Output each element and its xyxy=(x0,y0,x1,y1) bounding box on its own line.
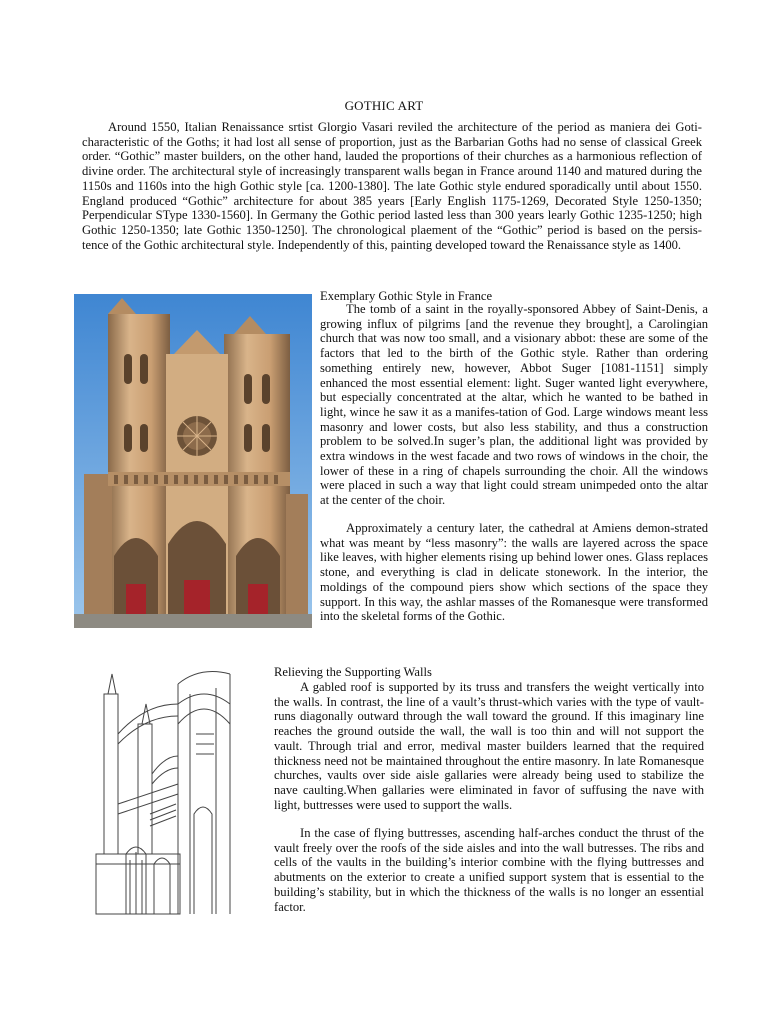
section1-text: The tomb of a saint in the royally-sponsored Abbey of Saint-Denis, a growing influx of pilgrims [and the revenue they brought], a Carolingian church that was now too small, and a visionary abbot: these are some of the factors that led to the birth of the Gothic style. Rather than ordering something entirely new, however, Abbot Suger [1081-1151] simply enhanced the most essential element: light. Suger wanted light everywhere, but especially concentrated at the altar, which he wanted to be bathed in light, wince he saw it as a manifes-tation of God. Large windows meant less masonry and lower costs, but also less stability, and thus a construction problem to be solved.In suger’s plan, the additional light was provided by extra windows in the west facade and two rows of windows in the choir, the lower of these in a ring of chapels surrounding the choir. All the windows were placed in such a way that light could stream unimpeded onto the altar at the center of the choir. xyxy=(320,302,708,508)
intro-text: Around 1550, Italian Renaissance srtist Glorgio Vasari reviled the architecture of the period as maniera dei Goti-characteristic of the Goths; it had lost all sense of proportion, just as the Barbarian Goths had no sense of classical Greek order. “Gothic” master builders, on the other hand, lauded the proportions of their churches as a harmonious reflection of divine order. The architectural style of increasingly transparent walls began in France around 1140 and matured during the 1150s and 1160s into the high Gothic style [ca. 1200-1380]. The late Gothic style endured sporadically until about 1550. England produced “Gothic” architecture for about 385 years [Early English 1175-1269, Decorated Style 1250-1350; Perpendicular SType 1330-1560]. In Germany the Gothic period lasted less than 300 years learly Gothic 1235-1250; high Gothic 1250-1350; late Gothic 1350-1250]. The chronological plaement of the “Gothic” period is based on the persis-tence of the Gothic architectural style. Independently of this, painting developed toward the Renaissance style as 1400. xyxy=(82,120,702,252)
intro-paragraph xyxy=(82,120,702,252)
section2-text: In the case of flying buttresses, ascending half-arches conduct the thrust of the vault freely over the roofs of the side aisles and into the wall butresses. The ribs and cells of the vaults in the building’s interior combine with the flying buttresses and abutments on the exterior to create a unified support system that is essential to the building’s stability, but in which the thickness of the walls is no longer an essential factor. xyxy=(274,826,704,914)
section2-text: A gabled roof is supported by its truss and transfers the weight vertically into the walls. In contrast, the line of a vault’s thrust-which varies with the type of vault-runs diagonally outward through the wall toward the ground. If this imaginary line reaches the ground outside the wall, the wall is too thin and will not support the vault. Through trial and error, medival master builders learned that the required thickness need not be maintained throughout the entire masonry. In late Romanesque churches, vaults over side aisle gallaries were already being used to stabilize the nave caulting.When gallaries were eliminated in favor of suffusing the nave with light, buttresses were used to support the walls. xyxy=(274,680,704,812)
section-heading: Exemplary Gothic Style in France xyxy=(320,289,493,303)
section2-paragraph xyxy=(274,826,704,914)
section1-paragraph xyxy=(320,302,708,508)
section1-text: Approximately a century later, the cathedral at Amiens demon-strated what was meant by “less masonry”: the walls are layered across the space like leaves, with higher elements rising up behind lower ones. Glass replaces stone, and everything is clad in delicate stonework. In the interior, the moldings of the compound piers show which sections of the space they support. In this way, the ashlar masses of the Romanesque were transformed into the skeletal forms of the Gothic. xyxy=(320,521,708,624)
cathedral-facade-photo xyxy=(74,294,312,628)
section-heading: Relieving the Supporting Walls xyxy=(274,665,432,679)
section1-paragraph xyxy=(320,521,708,624)
flying-buttress-drawing xyxy=(90,664,235,920)
page-title: GOTHIC ART xyxy=(344,98,424,113)
section2-paragraph xyxy=(274,680,704,812)
